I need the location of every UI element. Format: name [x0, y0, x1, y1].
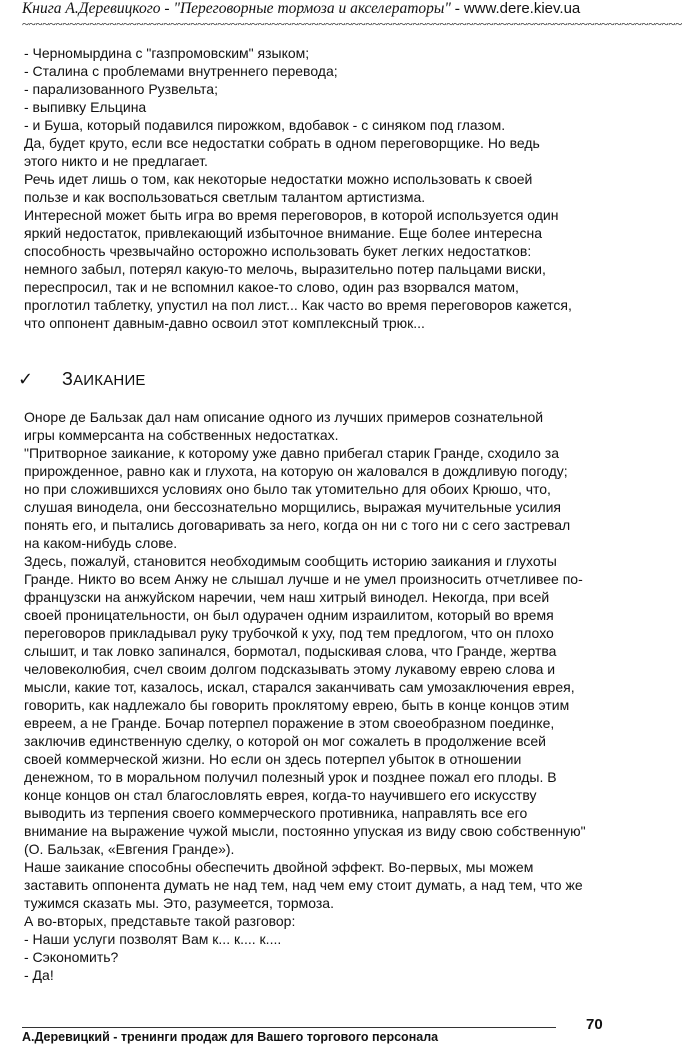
page-header [22, 0, 682, 31]
site-url[interactable]: www.dere.kiev.ua [463, 0, 581, 17]
paragraph: Оноре де Бальзак дал нам описание одного из лучших примеров сознательной игры коммерсанта на собственных недостатках. [24, 409, 544, 443]
section-title: ЗАИКАНИЕ [62, 369, 146, 389]
paragraph: "Притворное заикание, к которому уже давно прибегал старик Гранде, сходило за прирожденное, равно как и глухота, на которую он жаловался в дождливую погоду; но при сложившихся условиях оно было так утомительно для обоих Крюшо, что, слушая винодела, они бессознательно морщились, выражая мучительные усилия понять его, и пытались договаривать за него, когда он ни с того ни с сего застревал на каком-нибудь слове. [24, 445, 571, 551]
dialog-line: - Сэкономить? [24, 949, 119, 965]
paragraph: Да, будет круто, если все недостатки собрать в одном переговорщике. Но ведь этого никто и не предлагает. [24, 135, 540, 169]
page-number: 70 [586, 1016, 603, 1033]
paragraph: Речь идет лишь о том, как некоторые недостатки можно использовать к своей пользе и как воспользоваться светлым талантом артистизма. [24, 171, 533, 205]
paragraph: Интересной может быть игра во время переговоров, в которой используется один яркий недостаток, привлекающий избыточное внимание. Еще более интересна способность чрезвычайно осторожно использовать букет легких недостатков: немного забыл, потерял какую-то мелочь, выразительно потер пальцами виски, переспросил, так и не вспомнил какое-то слово, один раз взорвался матом, проглотил таблетку, упустил на пол лист... Как часто во время переговоров кажется, что оппонент давным-давно освоил этот комплексный трюк... [24, 207, 572, 331]
footer-rule [22, 1027, 556, 1028]
list-item: - выпивку Ельцина [24, 99, 147, 115]
list-item: - Черномырдина с "газпромовским" языком; [24, 45, 310, 61]
section-heading [18, 369, 146, 390]
check-icon: ✓ [18, 369, 34, 390]
body-bottom [24, 408, 620, 984]
body-top [24, 44, 620, 332]
dialog-line: - Наши услуги позволят Вам к... к.... к.... [24, 931, 282, 947]
header-rule: ~~~~~~~~~~~~~~~~~~~~~~~~~~~~~~~~~~~~~~~~~~~~~~~~~~~~~~~~~~~~~~~~~~~~~~~~~~~~~~~~~~~~~~~~~~~~~~~~~~ [22, 16, 682, 31]
list-item: - и Буша, который подавился пирожком, вдобавок - с синяком под глазом. [24, 117, 506, 133]
paragraph: А во-вторых, представьте такой разговор: [24, 913, 296, 929]
paragraph: Здесь, пожалуй, становится необходимым сообщить историю заикания и глухоты Гранде. Никто во всем Анжу не слышал лучше и не умел произносить отчетливее по- французски на анжуйском наречии, чем наш хитрый винодел. Некогда, при всей своей проницательности, он был одурачен одним израилитом, который во время переговоров прикладывал руку трубочкой к уху, под тем предлогом, что он плохо слышит, и так ловко запинался, бормотал, подыскивая слова, что Гранде, жертва человеколюбия, счел своим долгом подсказывать этому лукавому еврею слова и мысли, какие тот, казалось, искал, старался заканчивать сам умозаключения еврея, говорить, как надлежало бы говорить проклятому еврею, быть в конце концов этим евреем, а не Гранде. Бочар потерпел поражение в этом своеобразном поединке, заключив единственную сделку, о которой он мог сожалеть в продолжение всей своей коммерческой жизни. Но если он здесь потерпел убыток в отношении денежном, то в моральном получил полезный урок и позднее пожал его плоды. В конце концов он стал благословлять еврея, когда-то научившего его искусству выводить из терпения своего коммерческого противника, направлять все его внимание на выражение чужой мысли, постоянно упуская из виду свою собственную" (О. Бальзак, «Евгения Гранде»). [24, 553, 586, 857]
dialog-line: - Да! [24, 967, 54, 983]
paragraph: Наше заикание способны обеспечить двойной эффект. Во-первых, мы можем заставить оппонента думать не над тем, над чем ему стоит думать, а над тем, что же тужимся сказать мы. Это, разумеется, тормоза. [24, 859, 583, 911]
list-item: - Сталина с проблемами внутреннего перевода; [24, 63, 338, 79]
list-item: - парализованного Рузвельта; [24, 81, 218, 97]
book-title: Книга А.Деревицкого - "Переговорные тормоза и акселераторы" - [22, 0, 464, 17]
footer-text: А.Деревицкий - тренинги продаж для Вашего торгового персонала [22, 1030, 439, 1044]
